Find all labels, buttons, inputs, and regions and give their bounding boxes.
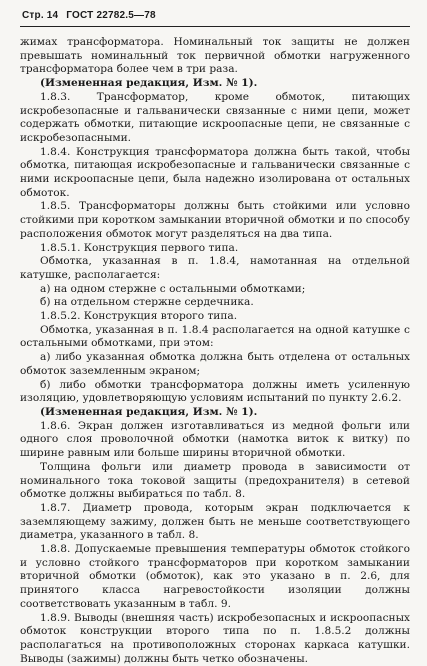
paragraph: 1.8.9. Выводы (внешняя часть) искробезопасных и искроопасных обмоток конструкции второго типа по п. 1.8.5.2 должны располагаться на противоположных сторонах каркаса катушки. Выводы (зажимы) должны быть четко обозначены. (20, 611, 410, 665)
amendment-note: (Измененная редакция, Изм. № 1). (40, 77, 258, 90)
page-header (22, 10, 161, 21)
paragraph: а) на одном стержне с остальными обмотками; (40, 282, 306, 295)
amendment-note: (Измененная редакция, Изм. № 1). (40, 405, 258, 418)
paragraph: Обмотка, указанная в п. 1.8.4, намотанная на отдельной катушке, располагается: (20, 255, 410, 281)
paragraph: б) на отдельном стержне сердечника. (40, 296, 254, 309)
header-rule (20, 26, 410, 27)
paragraph: 1.8.3. Трансформатор, кроме обмоток, питающих искробезопасные и гальванически связанные с ними цепи, может содержать обмотки, питающие искроопасные цепи, не связанные с искробезопасными. (20, 90, 410, 144)
page-number: Стр. 14 (22, 10, 59, 21)
paragraph: 1.8.5. Трансформаторы должны быть стойкими или условно стойкими при коротком замыкании вторичной обмотки и по способу расположения обмоток могут разделяться на два типа. (20, 200, 410, 240)
paragraph: 1.8.5.1. Конструкция первого типа. (40, 241, 239, 254)
paragraph: 1.8.8. Допускаемые превышения температуры обмоток стойкого и условно стойкого трансформаторов при коротком замыкании вторичной обмотки (обмоток), как это указано в п. 2.6, для принятого класса нагревостойкости изоляции должны соответствовать указанным в табл. 9. (20, 543, 410, 610)
paragraph: а) либо указанная обмотка должна быть отделена от остальных обмоток заземленным экраном; (20, 351, 410, 377)
paragraph: 1.8.7. Диаметр провода, которым экран подключается к заземляющему зажиму, должен быть не меньше соответствующего диаметра, указанного в табл. 8. (20, 501, 410, 542)
paragraph: 1.8.6. Экран должен изготавливаться из медной фольги или одного слоя проволочной обмотки (намотка виток к витку) по ширине равным или больше ширины вторичной обмотки. (20, 419, 410, 460)
standard-code: ГОСТ 22782.5—78 (66, 10, 156, 21)
paragraph: 1.8.5.2. Конструкция второго типа. (40, 310, 238, 323)
document-body (20, 36, 410, 666)
paragraph: Толщина фольги или диаметр провода в зависимости от номинального тока токовой защиты (предохранителя) в сетевой обмотке должны выбираться по табл. 8. (20, 460, 410, 501)
paragraph: 1.8.4. Конструкция трансформатора должна быть такой, чтобы обмотка, питающая искробезопасные и гальванически связанные с ними искроопасные цепи, была надежно изолирована от остальных обмоток. (20, 145, 410, 199)
paragraph: б) либо обмотки трансформатора должны иметь усиленную изоляцию, удовлетворяющую условиям испытаний по пункту 2.6.2. (20, 378, 410, 405)
paragraph: Обмотка, указанная в п. 1.8.4 располагается на одной катушке с остальными обмотками, при этом: (20, 323, 410, 350)
paragraph: жимах трансформатора. Номинальный ток защиты не должен превышать номинальный ток первичной обмотки нагруженного трансформатора более чем в три раза. (20, 36, 410, 76)
